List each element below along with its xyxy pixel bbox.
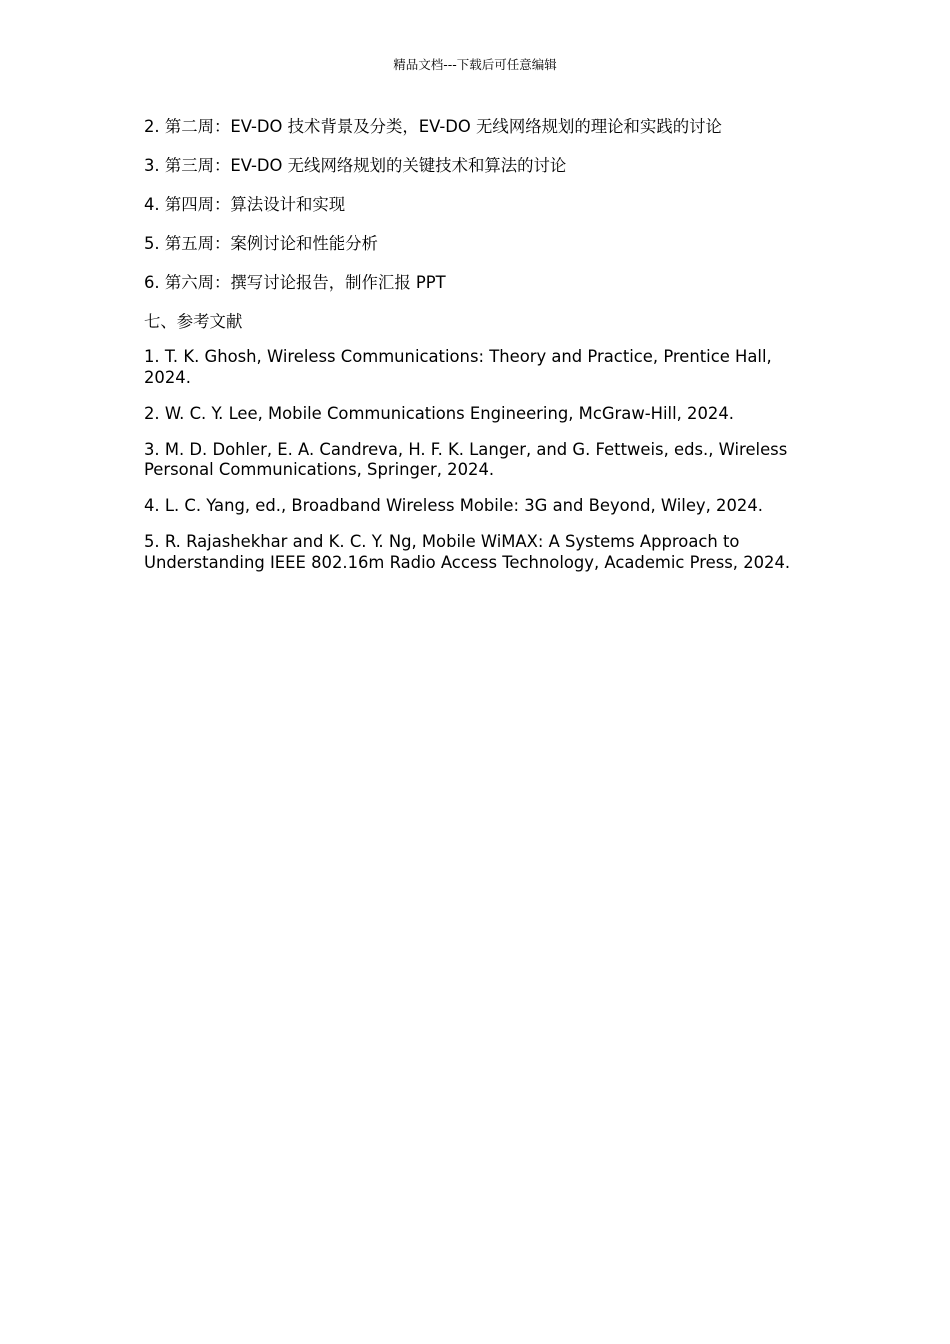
- reference-item-2: 2. W. C. Y. Lee, Mobile Communications Engineering, McGraw-Hill, 2024.: [144, 403, 734, 423]
- schedule-item-week4: 4. 第四周：算法设计和实现: [144, 195, 346, 214]
- reference-item-1: 1. T. K. Ghosh, Wireless Communications: Theory and Practice, Prentice Hall, 2024.: [144, 347, 772, 387]
- references-heading: 七、参考文献: [144, 312, 243, 331]
- reference-item-5: 5. R. Rajashekhar and K. C. Y. Ng, Mobile WiMAX: A Systems Approach to Understanding IEEE 802.16m Radio Access Technology, Academic Press, 2024.: [144, 532, 791, 572]
- reference-item-4: 4. L. C. Yang, ed., Broadband Wireless Mobile: 3G and Beyond, Wiley, 2024.: [144, 496, 763, 515]
- document-body: [144, 116, 804, 589]
- schedule-item-week5: 5. 第五周：案例讨论和性能分析: [144, 234, 378, 253]
- page-header: 精品文档---下载后可任意编辑: [393, 57, 557, 72]
- schedule-item-week2: 2. 第二周：EV-DO 技术背景及分类，EV-DO 无线网络规划的理论和实践的讨论: [144, 117, 722, 136]
- schedule-item-week6: 6. 第六周：撰写讨论报告，制作汇报 PPT: [144, 273, 446, 292]
- reference-item-3: 3. M. D. Dohler, E. A. Candreva, H. F. K. Langer, and G. Fettweis, eds., Wireless Personal Communications, Springer, 2024.: [144, 439, 788, 479]
- schedule-item-week3: 3. 第三周：EV-DO 无线网络规划的关键技术和算法的讨论: [144, 156, 567, 175]
